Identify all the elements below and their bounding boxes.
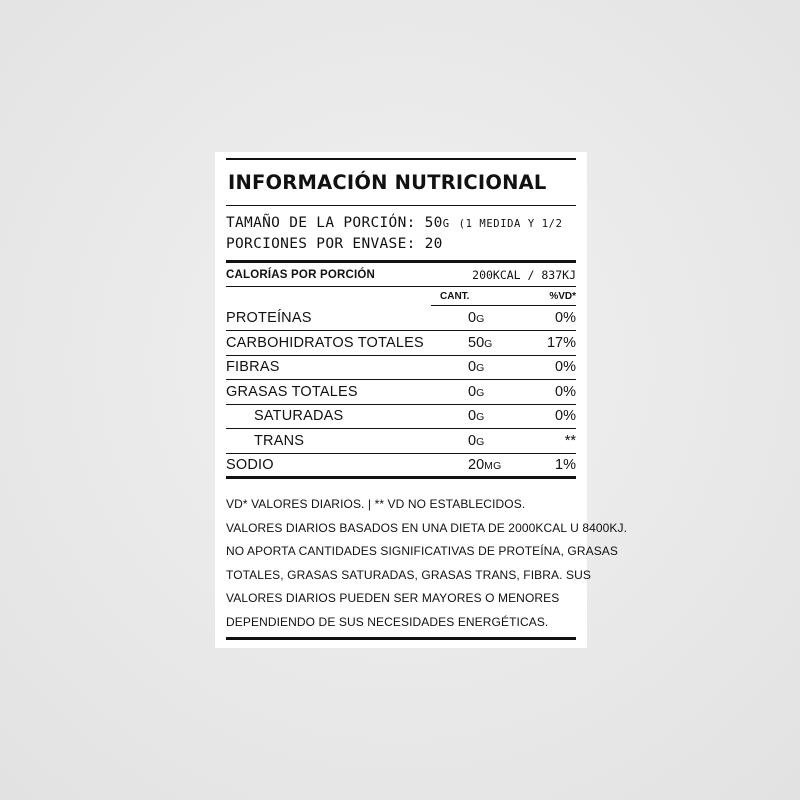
table-row — [226, 331, 576, 356]
amount-unit: MG — [484, 459, 502, 472]
calories-row — [226, 263, 576, 287]
nutrient-name: PROTEÍNAS — [226, 306, 468, 331]
amount-value: 20 — [468, 456, 485, 473]
serving-size-label: TAMAÑO DE LA PORCIÓN: 50 — [226, 215, 443, 231]
daily-value-header: %VD* — [549, 290, 576, 302]
amount-value: 0 — [468, 359, 477, 376]
footnote-line: VALORES DIARIOS BASADOS EN UNA DIETA DE 2000KCAL U 8400KJ. — [226, 520, 628, 535]
table-row — [226, 355, 576, 380]
nutrient-name: SODIO — [226, 453, 468, 478]
table-row — [226, 404, 576, 429]
nutrients-table — [226, 306, 576, 479]
calories-value: 200KCAL / 837KJ — [472, 267, 576, 282]
footnote-line: VD* VALORES DIARIOS. | ** VD NO ESTABLECIDOS. — [226, 497, 526, 511]
nutrient-daily-value: 1% — [538, 453, 576, 478]
amount-unit: G — [476, 386, 485, 399]
column-headers — [431, 287, 576, 306]
nutrient-daily-value: 0% — [538, 380, 576, 405]
footnote-line: TOTALES, GRASAS SATURADAS, GRASAS TRANS, FIBRA. SUS — [226, 567, 591, 582]
serving-size-note: (1 MEDIDA Y 1/2 — [458, 218, 563, 230]
nutrient-amount — [468, 404, 538, 429]
nutrient-amount — [468, 380, 538, 405]
bottom-rule — [226, 637, 576, 640]
amount-unit: G — [476, 411, 485, 424]
nutrient-amount — [468, 355, 538, 380]
top-rule — [226, 158, 576, 160]
nutrient-amount — [468, 453, 538, 478]
amount-value: 0 — [468, 383, 477, 400]
table-row — [226, 380, 576, 405]
calories-label: CALORÍAS POR PORCIÓN — [226, 268, 376, 281]
nutrient-amount — [468, 429, 538, 454]
nutrient-name: TRANS — [226, 429, 468, 454]
nutrient-amount — [468, 306, 538, 331]
amount-unit: G — [476, 435, 485, 448]
amount-header: CANT. — [440, 290, 470, 302]
amount-unit: G — [476, 313, 485, 325]
footnote-line: DEPENDIENDO DE SUS NECESIDADES ENERGÉTICAS. — [226, 614, 549, 629]
amount-value: 0 — [468, 432, 477, 449]
title-rule — [226, 205, 576, 206]
nutrient-amount — [468, 331, 538, 356]
footnotes — [226, 493, 628, 634]
nutrient-name: SATURADAS — [226, 404, 468, 429]
footnote-line: NO APORTA CANTIDADES SIGNIFICATIVAS DE PROTEÍNA, GRASAS — [226, 544, 619, 558]
nutrient-daily-value: ** — [538, 429, 576, 454]
nutrient-daily-value: 0% — [538, 306, 576, 331]
serving-info — [226, 213, 576, 254]
nutrient-daily-value: 0% — [538, 404, 576, 429]
nutrient-daily-value: 17% — [538, 331, 576, 356]
label-title: INFORMACIÓN NUTRICIONAL — [228, 171, 547, 194]
amount-unit: G — [484, 337, 493, 350]
footnote-line: VALORES DIARIOS PUEDEN SER MAYORES O MENORES — [226, 591, 560, 605]
nutrient-name: GRASAS TOTALES — [226, 380, 468, 405]
amount-unit: G — [476, 362, 485, 375]
nutrient-name: FIBRAS — [226, 355, 468, 380]
amount-value: 50 — [468, 334, 485, 351]
serving-size — [226, 213, 576, 234]
servings-per-container: PORCIONES POR ENVASE: 20 — [226, 236, 443, 252]
table-row — [226, 306, 576, 331]
nutrition-label — [215, 152, 628, 648]
nutrient-daily-value: 0% — [538, 355, 576, 380]
amount-value: 0 — [468, 408, 477, 425]
serving-size-unit: G — [442, 218, 450, 230]
nutrient-name: CARBOHIDRATOS TOTALES — [226, 331, 468, 356]
amount-value: 0 — [468, 310, 477, 326]
table-row — [226, 453, 576, 478]
table-row — [226, 429, 576, 454]
